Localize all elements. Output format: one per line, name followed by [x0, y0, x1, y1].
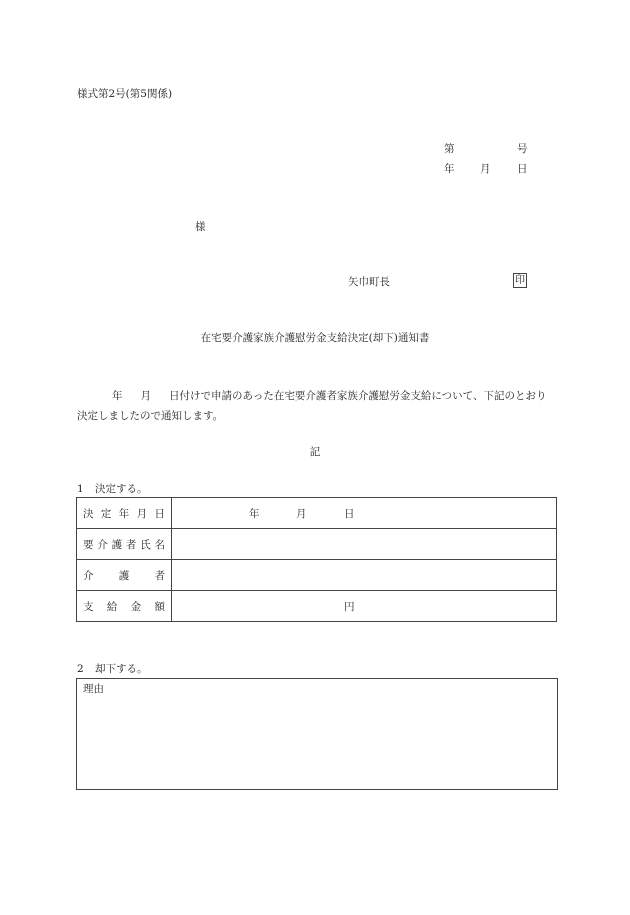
decision-date-month: 月 [296, 508, 307, 520]
issue-date-day: 日 [517, 163, 528, 175]
section1-number: 1 [77, 483, 84, 495]
section1-label: 決定する。 [95, 483, 148, 495]
table-row [77, 591, 557, 622]
care-recipient-name-value [172, 529, 557, 560]
issue-date-year: 年 [444, 163, 455, 175]
payment-amount-unit: 円 [344, 601, 355, 613]
issue-date-month: 月 [480, 163, 491, 175]
table-row [77, 529, 557, 560]
decision-table [76, 497, 557, 622]
body-year: 年 [112, 390, 123, 402]
caregiver-value [172, 560, 557, 591]
decision-date-label: 決定年月日 [77, 498, 172, 529]
document-number [444, 141, 528, 156]
payment-amount-value [172, 591, 557, 622]
notice-body [77, 386, 553, 426]
reason-label: 理由 [83, 683, 104, 695]
caregiver-label: 介 護 者 [77, 560, 172, 591]
decision-date-day: 日 [344, 508, 355, 520]
issuer-title: 矢巾町長 [348, 276, 390, 288]
body-text: 日付けで申請のあった在宅要介護者家族介護慰労金支給について、下記のとおり決定しましたので通知します。 [77, 390, 547, 422]
decision-date-year: 年 [249, 508, 260, 520]
addressee-honorific: 様 [195, 221, 206, 233]
decision-date-value [172, 498, 557, 529]
table-row [77, 498, 557, 529]
reason-box [76, 678, 558, 790]
document-number-suffix: 号 [517, 143, 528, 155]
document-number-prefix: 第 [444, 143, 455, 155]
section1-heading [77, 481, 148, 496]
table-row [77, 560, 557, 591]
section2-heading [77, 661, 148, 676]
document-title: 在宅要介護家族介護慰労金支給決定(却下)通知書 [200, 332, 430, 344]
ki-heading: 記 [309, 446, 321, 458]
section2-label: 却下する。 [95, 663, 148, 675]
payment-amount-label: 支給金額 [77, 591, 172, 622]
section2-number: 2 [77, 663, 84, 675]
care-recipient-name-label: 要介護者氏名 [77, 529, 172, 560]
body-month: 月 [140, 390, 151, 402]
form-number: 様式第2号(第5関係) [77, 88, 173, 100]
seal-mark: 印 [515, 275, 525, 286]
